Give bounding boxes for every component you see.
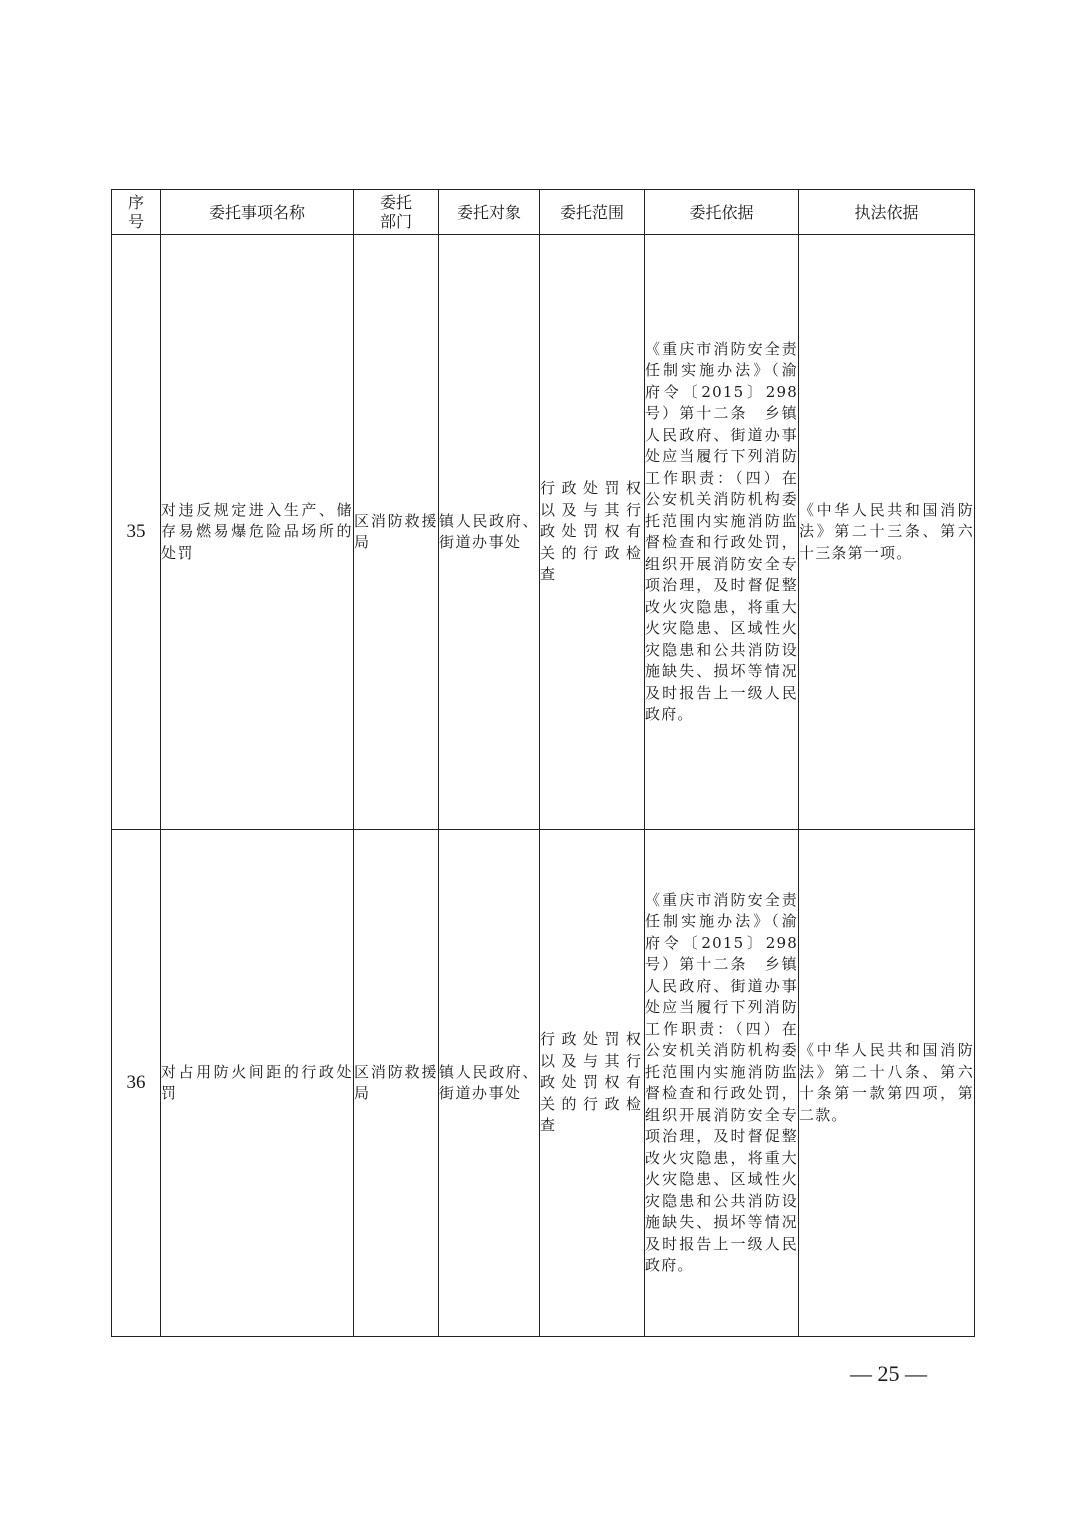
row-item-name: 对违反规定进入生产、储存易燃易爆危险品场所的处罚 bbox=[161, 235, 354, 830]
row-seq: 35 bbox=[112, 235, 161, 830]
row-object: 镇人民政府、街道办事处 bbox=[439, 235, 540, 830]
row-dept: 区消防救援局 bbox=[354, 235, 439, 830]
row-law: 《中华人民共和国消防法》第二十三条、第六十三条第一项。 bbox=[799, 235, 975, 830]
row-scope: 行政处罚权以及与其行政处罚权有关的行政检查 bbox=[540, 235, 645, 830]
header-scope: 委托范围 bbox=[540, 190, 645, 235]
row-scope: 行政处罚权以及与其行政处罚权有关的行政检查 bbox=[540, 830, 645, 1337]
table-header-row bbox=[112, 190, 975, 235]
table-row bbox=[112, 830, 975, 1337]
row-basis: 《重庆市消防安全责任制实施办法》（渝府令〔2015〕298号）第十二条 乡镇人民政府、街道办事处应当履行下列消防工作职责：（四）在公安机关消防机构委托范围内实施消防监督检查和行政处罚，组织开展消防安全专项治理，及时督促整改火灾隐患，将重大火灾隐患、区域性火灾隐患和公共消防设施缺失、损坏等情况及时报告上一级人民政府。 bbox=[645, 830, 799, 1337]
row-dept: 区消防救援局 bbox=[354, 830, 439, 1337]
page-number: — 25 — bbox=[850, 1361, 927, 1386]
header-basis: 委托依据 bbox=[645, 190, 799, 235]
header-seq: 序号 bbox=[112, 190, 161, 235]
row-object: 镇人民政府、街道办事处 bbox=[439, 830, 540, 1337]
row-law: 《中华人民共和国消防法》第二十八条、第六十条第一款第四项，第二款。 bbox=[799, 830, 975, 1337]
table-row bbox=[112, 235, 975, 830]
row-seq: 36 bbox=[112, 830, 161, 1337]
delegation-table bbox=[111, 189, 975, 1337]
header-dept: 委托部门 bbox=[354, 190, 439, 235]
row-item-name: 对占用防火间距的行政处罚 bbox=[161, 830, 354, 1337]
row-basis: 《重庆市消防安全责任制实施办法》（渝府令〔2015〕298号）第十二条 乡镇人民政府、街道办事处应当履行下列消防工作职责：（四）在公安机关消防机构委托范围内实施消防监督检查和行政处罚，组织开展消防安全专项治理，及时督促整改火灾隐患，将重大火灾隐患、区域性火灾隐患和公共消防设施缺失、损坏等情况及时报告上一级人民政府。 bbox=[645, 235, 799, 830]
header-object: 委托对象 bbox=[439, 190, 540, 235]
header-item-name: 委托事项名称 bbox=[161, 190, 354, 235]
header-law: 执法依据 bbox=[799, 190, 975, 235]
